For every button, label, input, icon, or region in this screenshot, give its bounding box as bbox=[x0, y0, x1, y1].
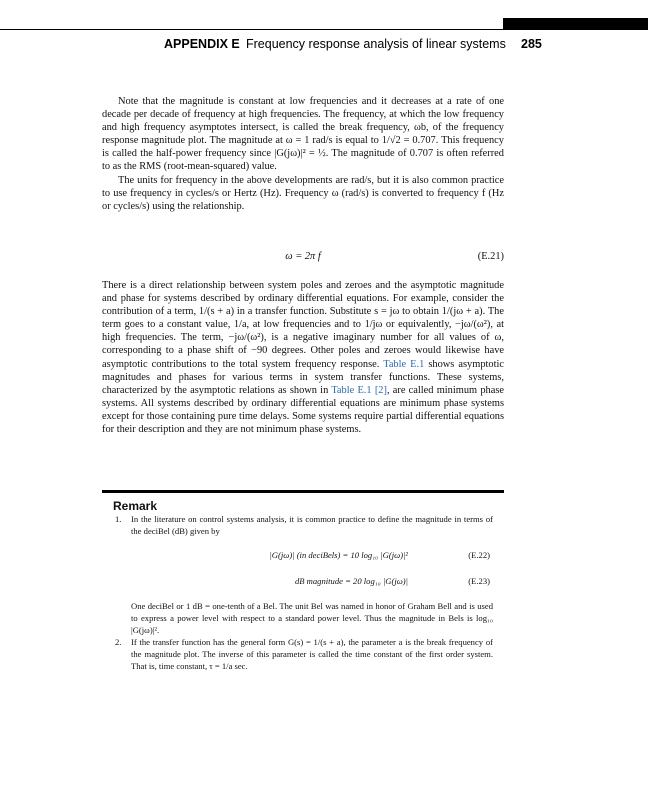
remark-rule bbox=[102, 490, 504, 493]
appendix-title: Frequency response analysis of linear systems bbox=[246, 37, 506, 51]
header-rule bbox=[0, 29, 648, 30]
body-top bbox=[102, 95, 504, 213]
equation-e21 bbox=[102, 251, 504, 265]
running-header bbox=[0, 37, 551, 53]
header-black-bar bbox=[503, 18, 648, 29]
equation-e21-number: (E.21) bbox=[477, 251, 504, 262]
paragraph-units: The units for frequency in the above developments are rad/s, but it is also common practice to use frequency in cycles/s or Hertz (Hz). Frequency ω (rad/s) is converted to frequency f (Hz or cycles/s) using the relationship. bbox=[102, 174, 504, 212]
remark-item-1-continued: One deciBel or 1 dB = one-tenth of a Bel. The unit Bel was named in honor of Graham Bell and is used to express a power level with respect to a standard power level. Thus the magnitude in Bels is log₁₀ |G(jω)|². bbox=[131, 601, 493, 635]
remark-box bbox=[102, 490, 504, 671]
equation-e23-number: (E.23) bbox=[468, 576, 490, 586]
poles-text-3: , are called minimum phase systems. All systems described by ordinary differential equations are minimum phase systems except for those containing pure time delays. Some systems require partial differential equations for their description and they are not minimum phase systems. bbox=[102, 384, 505, 436]
remark-item-1-text: In the literature on control systems analysis, it is common practice to define the magnitude in terms of the deciBel (dB) given by bbox=[131, 514, 493, 536]
page-number: 285 bbox=[521, 37, 542, 51]
equation-e22-number: (E.22) bbox=[468, 550, 490, 560]
body-middle bbox=[102, 279, 504, 436]
table-e1-ref-link[interactable]: Table E.1 [2] bbox=[331, 384, 387, 396]
table-e1-link[interactable]: Table E.1 bbox=[383, 358, 425, 370]
poles-text-1: There is a direct relationship between system poles and zeroes and the asymptotic magnitude and phase for systems described by ordinary differential equations. For example, consider the contribution of a term, 1/(s + a) in a transfer function. Substitute s = jω to obtain 1/(jω + a). The term goes to a constant value, 1/a, at low frequencies and to 1/jω or equivalently, −jω/(ω²), at high frequencies. The term, −jω/(ω²), is a negative imaginary number for all values of ω, corresponding to a phase shift of −90 degrees. Other poles and zeroes would likewise have asymptotic contributions to the total system frequency response. bbox=[102, 280, 504, 370]
remark-item-2-text: If the transfer function has the general form G(s) = 1/(s + a), the parameter a is the break frequency of the magnitude plot. The inverse of this parameter is called the time constant of the first order system. That is, time constant, τ = 1/a sec. bbox=[131, 637, 493, 671]
poles-text-2: shows asymptotic magnitudes and phases for various terms in system transfer functions. These systems, characterized by the asymptotic relations as shown in bbox=[102, 358, 504, 396]
remark-item-2-number: 2. bbox=[115, 637, 122, 647]
remark-title: Remark bbox=[113, 499, 158, 513]
equation-e23-expression: dB magnitude = 20 log₁₀ |G(jω)| bbox=[294, 576, 408, 586]
equation-e22 bbox=[102, 550, 504, 562]
paragraph-poles-zeroes bbox=[102, 279, 504, 436]
equation-e21-expression: ω = 2π f bbox=[285, 251, 321, 262]
equation-e22-expression: |G(jω)| (in deciBels) = 10 log₁₀ |G(jω)|² bbox=[269, 550, 408, 560]
remark-item-1-number: 1. bbox=[115, 514, 122, 524]
paragraph-break-frequency: Note that the magnitude is constant at low frequencies and it decreases at a rate of one decade per decade of frequency at high frequencies. The frequency, at which the low frequency and high frequency asymptotes intersect, is called the break frequency, ωb, of the frequency response magnitude plot. The magnitude at ω = 1 rad/s is equal to 1/√2 = 0.707. This frequency is called the half-power frequency since |G(jω)|² = ½. The magnitude of 0.707 is often referred to as the RMS (root-mean-squared) value. bbox=[102, 96, 504, 173]
remark-item-1 bbox=[115, 513, 493, 537]
equation-e23 bbox=[102, 576, 504, 588]
remark-item-2 bbox=[115, 636, 493, 672]
appendix-label: APPENDIX E bbox=[164, 37, 240, 51]
